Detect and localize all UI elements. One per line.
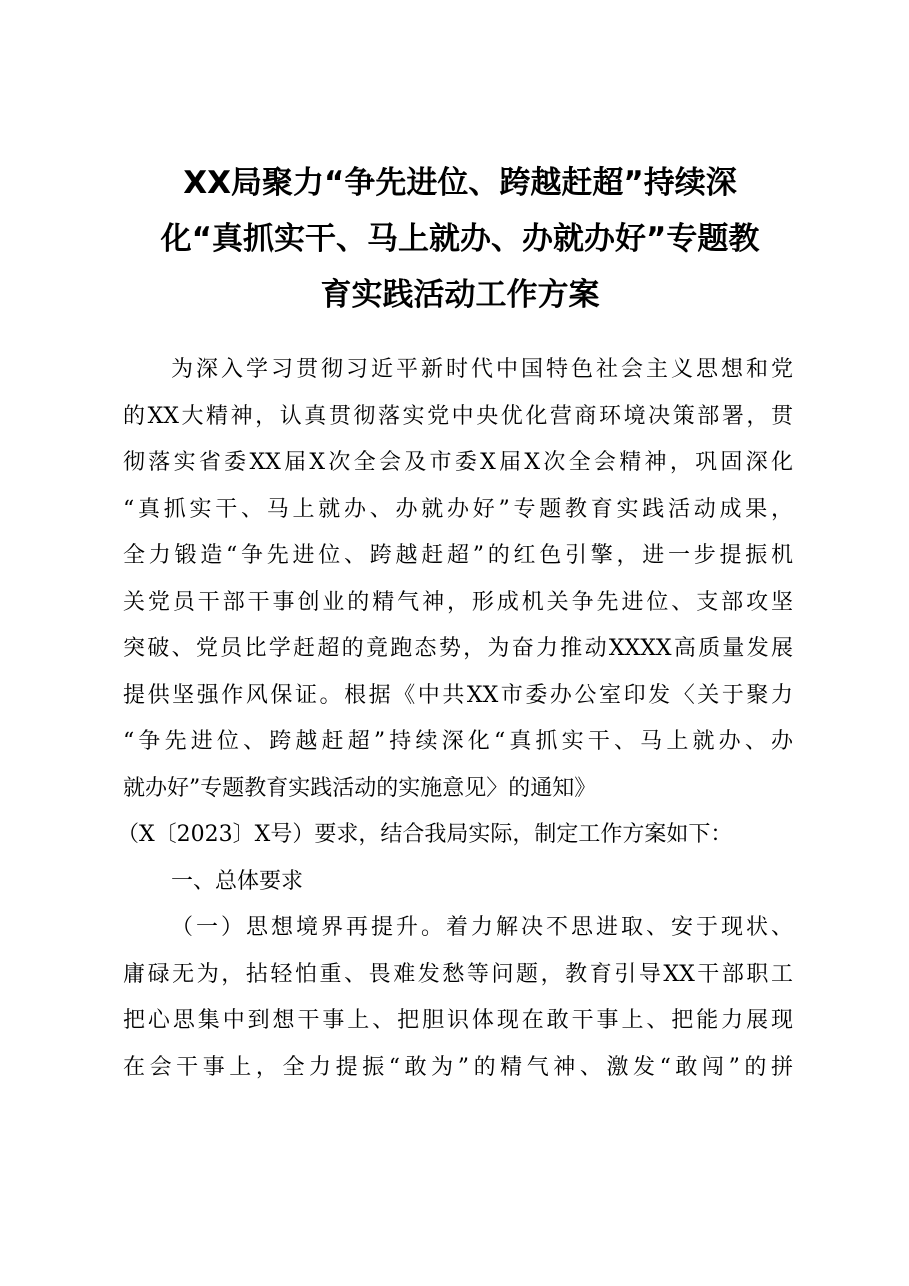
body-line-4: “真抓实干、马上就办、办就办好”专题教育实践活动成果， bbox=[123, 496, 793, 522]
body-line-7: 突破、党员比学赶超的竟跑态势，为奋力推动XXXX高质量发展 bbox=[123, 636, 793, 661]
body-line-5: 全力锻造“争先进位、跨越赶超”的红色引擎，进一步提振机 bbox=[123, 543, 793, 568]
document-body bbox=[117, 347, 793, 1091]
title-line-2: 化“真抓实干、马上就办、办就办好”专题教 bbox=[160, 221, 760, 257]
section-heading-1: 一、总体要求 bbox=[171, 868, 304, 894]
body-line-9: “争先进位、跨越赶超”持续深化“真抓实干、马上就办、办 bbox=[123, 729, 793, 754]
title-line-1: XX局聚力“争先进位、跨越赶超”持续深 bbox=[183, 165, 737, 201]
body-line-2: 的XX大精神，认真贯彻落实党中央优化营商环境决策部署，贯 bbox=[123, 403, 793, 429]
body-line-16: 在会干事上，全力提振“敢为”的精气神、激发“敢闯”的拼 bbox=[123, 1054, 793, 1080]
body-line-6: 关党员干部干事创业的精气神，形成机关争先进位、支部攻坚 bbox=[123, 589, 793, 615]
body-line-10: 就办好”专题教育实践活动的实施意见〉的通知》 bbox=[123, 775, 597, 801]
title-line-3: 育实践活动工作方案 bbox=[320, 277, 600, 313]
body-line-1: 为深入学习贯彻习近平新时代中国特色社会主义思想和党 bbox=[171, 357, 793, 382]
body-line-14: 庸碌无为，拈轻怕重、畏难发愁等问题，教育引导XX干部职工 bbox=[123, 961, 793, 987]
body-line-3: 彻落实省委XX届X次全会及市委X届X次全会精神，巩固深化 bbox=[123, 450, 793, 475]
body-line-8: 提供坚强作风保证。根据《中共XX市委办公室印发〈关于聚力 bbox=[123, 682, 793, 708]
body-line-11: （X〔2023〕X号）要求，结合我局实际，制定工作方案如下： bbox=[117, 822, 733, 847]
body-line-13: （一）思想境界再提升。着力解决不思进取、安于现状、 bbox=[171, 915, 793, 940]
document-title bbox=[120, 155, 800, 323]
body-line-15: 把心思集中到想干事上、把胆识体现在敢干事上、把能力展现 bbox=[123, 1008, 793, 1033]
